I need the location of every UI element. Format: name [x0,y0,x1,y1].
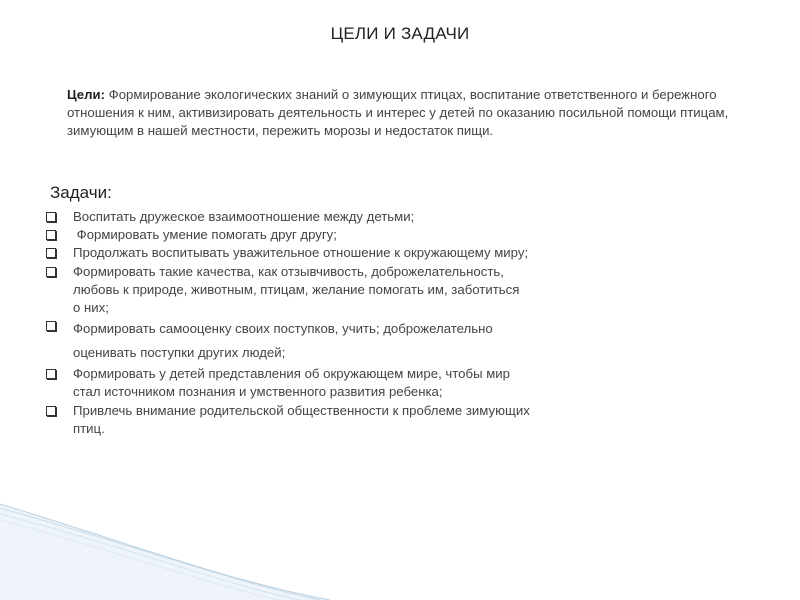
task-item [40,208,640,226]
task-item [40,317,640,365]
task-text: Формировать такие качества, как отзывчивость, доброжелательность, любовь к природе, животным, птицам, желание помогать им, заботиться о них; [73,263,520,316]
task-text: Формировать у детей представления об окружающем мире, чтобы мир стал источником познания и умственного развития ребенка; [73,366,510,400]
task-item [40,244,640,262]
task-text: Формировать самооценку своих поступков, учить; доброжелательно оценивать поступки других людей; [73,321,493,361]
checkbox-bullet-icon [46,248,56,258]
task-item [40,263,640,318]
task-text: Продолжать воспитывать уважительное отношение к окружающему миру; [73,245,529,261]
tasks-list [40,208,640,438]
goals-text: Формирование экологических знаний о зимующих птицах, воспитание ответственного и бережного отношения к ним, активизировать деятельность и интерес у детей по оказанию посильной помощи птицам, зимующим в нашей местности, пережить морозы и недостаток пищи. [67,87,729,138]
checkbox-bullet-icon [46,321,56,331]
goals-paragraph [67,86,732,140]
goals-label: Цели: [67,87,106,102]
task-text: Формировать умение помогать друг другу; [73,227,337,243]
checkbox-bullet-icon [46,230,56,240]
checkbox-bullet-icon [46,212,56,222]
checkbox-bullet-icon [46,267,56,277]
task-item [40,402,640,438]
task-text: Воспитать дружеское взаимоотношение между детьми; [73,209,415,224]
checkbox-bullet-icon [46,406,56,416]
task-item [40,365,640,401]
tasks-heading: Задачи: [50,183,112,202]
slide-title: ЦЕЛИ И ЗАДАЧИ [330,24,470,43]
checkbox-bullet-icon [46,369,56,379]
corner-wave-decoration [0,500,800,600]
task-item [40,226,640,244]
task-text: Привлечь внимание родительской общественности к проблеме зимующих птиц. [73,402,530,436]
